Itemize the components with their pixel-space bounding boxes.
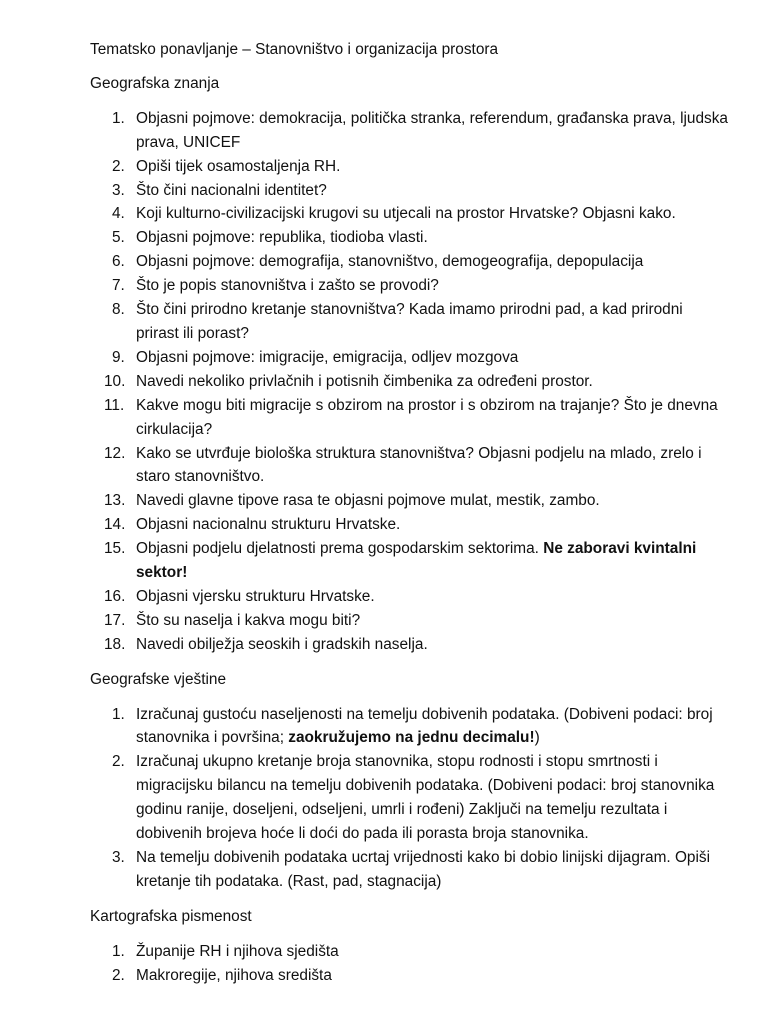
item-text: Navedi nekoliko privlačnih i potisnih čimbenika za određeni prostor. [136,372,593,390]
section-heading-kartografska-pismenost: Kartografska pismenost [90,907,252,925]
document-title: Tematsko ponavljanje – Stanovništvo i organizacija prostora [90,41,499,58]
item-number: 13. [104,492,126,510]
list-item [90,394,728,442]
item-text: Objasni pojmove: republika, tiodioba vlasti. [136,229,428,247]
item-emphasis: zaokružujemo na jednu decimalu! [288,729,535,747]
item-number: 2. [112,157,125,175]
item-number: 1. [112,109,125,127]
item-number: 16. [104,587,126,605]
list-item [90,537,728,585]
list-item [90,513,728,537]
item-number: 8. [112,301,125,319]
item-text: Koji kulturno-civilizacijski krugovi su utjecali na prostor Hrvatske? Objasni kako. [136,205,676,223]
list-item [90,703,728,751]
item-number: 1. [112,942,125,960]
list-item [90,846,728,894]
list-item [90,585,728,609]
item-number: 3. [112,181,125,199]
list-item [90,250,728,274]
item-text: Što je popis stanovništva i zašto se provodi? [136,277,439,295]
item-number: 17. [104,611,126,629]
item-number: 15. [104,540,126,558]
item-text: Izračunaj gustoću naseljenosti na temelju dobivenih podataka. (Dobiveni podaci: broj stanovnika i površina; [136,705,713,747]
item-number: 12. [104,444,126,462]
item-text: Što čini nacionalni identitet? [136,181,327,199]
item-text: Navedi glavne tipove rasa te objasni pojmove mulat, mestik, zambo. [136,492,600,510]
item-text-after: ) [534,729,540,747]
item-number: 18. [104,635,126,653]
item-text: Što čini prirodno kretanje stanovništva? Kada imamo prirodni pad, a kad prirodni prirast ili porast? [136,301,683,342]
item-number: 2. [112,966,125,984]
item-number: 1. [112,705,125,723]
item-number: 5. [112,229,125,247]
item-text: Izračunaj ukupno kretanje broja stanovnika, stopu rodnosti i stopu smrtnosti i migracijsku bilancu na temelju dobivenih podataka. (Dobiveni podaci: broj stanovnika godinu ranije, doseljeni, odseljeni, umrli i rođeni) Zaključi na temelju rezultata i dobivenih brojeva hoće li doći do pada ili porasta broja stanovnika. [136,753,715,843]
item-text: Na temelju dobivenih podataka ucrtaj vrijednosti kako bi dobio linijski dijagram. Opiši kretanje tih podataka. (Rast, pad, stagnacija) [136,849,711,890]
section-heading-geografske-vjestine: Geografske vještine [90,670,227,688]
list-geografske-vjestine [90,703,728,894]
list-item [90,489,728,513]
list-item [90,202,728,226]
item-emphasis: Ne zaboravi kvintalni sektor! [136,540,697,582]
list-item [90,964,728,988]
item-text: Županije RH i njihova sjedišta [136,942,339,960]
item-text: Makroregije, njihova središta [136,966,332,984]
list-kartografska-pismenost [90,940,728,988]
section-heading-geografska-znanja: Geografska znanja [90,74,220,92]
list-item [90,298,728,346]
item-text: Objasni nacionalnu strukturu Hrvatske. [136,516,401,534]
item-text: Opiši tijek osamostaljenja RH. [136,157,341,175]
item-text: Objasni pojmove: demografija, stanovništvo, demogeografija, depopulacija [136,253,644,271]
list-item [90,609,728,633]
list-item [90,107,728,155]
item-number: 14. [104,516,126,534]
item-text: Navedi obilježja seoskih i gradskih naselja. [136,635,428,653]
item-number: 7. [112,277,125,295]
list-item [90,370,728,394]
list-item [90,633,728,657]
item-number: 4. [112,205,125,223]
list-geografska-znanja [90,107,728,657]
item-number: 3. [112,849,125,866]
item-number: 9. [112,348,125,366]
item-text: Objasni vjersku strukturu Hrvatske. [136,587,375,605]
item-number: 11. [104,396,125,414]
list-item [90,750,728,846]
item-text: Što su naselja i kakva mogu biti? [136,611,361,629]
item-number: 6. [112,253,125,271]
list-item [90,155,728,179]
list-item [90,442,728,490]
item-text: Objasni pojmove: imigracije, emigracija, odljev mozgova [136,348,519,366]
list-item [90,179,728,203]
item-text: Kako se utvrđuje biološka struktura stanovništva? Objasni podjelu na mlado, zrelo i staro stanovništvo. [136,444,702,486]
list-item [90,346,728,370]
item-number: 10. [104,372,126,390]
item-text: Objasni pojmove: demokracija, politička stranka, referendum, građanska prava, ljudska prava, UNICEF [136,109,728,151]
list-item [90,226,728,250]
item-text: Kakve mogu biti migracije s obzirom na prostor i s obzirom na trajanje? Što je dnevna cirkulacija? [136,396,718,438]
item-text: Objasni podjelu djelatnosti prema gospodarskim sektorima. [136,540,544,558]
list-item [90,940,728,964]
list-item [90,274,728,298]
item-number: 2. [112,753,125,771]
